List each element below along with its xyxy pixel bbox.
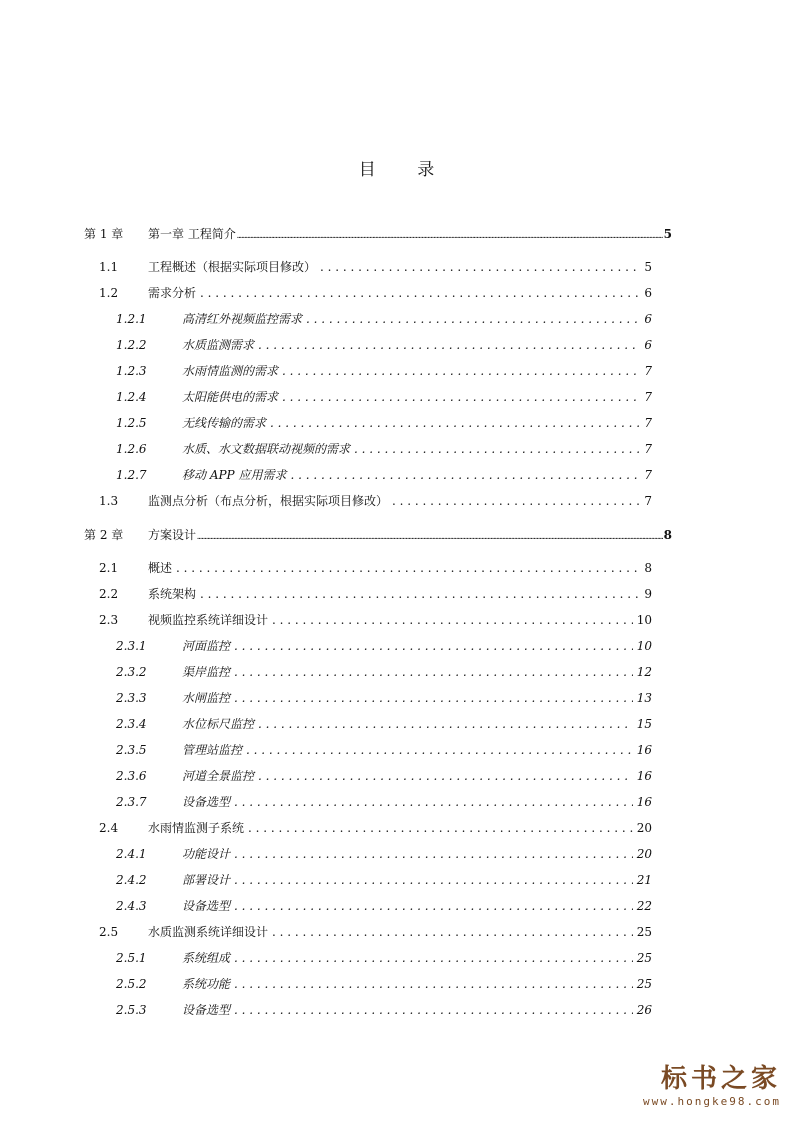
- toc-entry-row[interactable]: [116, 637, 652, 655]
- toc-entry-text: 水位标尺监控: [182, 717, 255, 731]
- watermark-logo: 标书之家: [660, 1064, 781, 1094]
- toc-page-number: 7: [644, 416, 652, 430]
- toc-entry-row[interactable]: [99, 492, 652, 510]
- toc-entry-text: 太阳能供电的需求: [182, 390, 279, 404]
- toc-entry-text: 河面监控: [182, 639, 231, 653]
- toc-number: 2.3.6: [116, 769, 147, 783]
- dot-leader: [258, 336, 640, 354]
- toc-entry-text: 移动 APP 应用需求: [182, 468, 287, 482]
- toc-entry-row[interactable]: [116, 1001, 652, 1019]
- toc-page-number: 26: [636, 1003, 652, 1017]
- toc-title: 目 录: [358, 160, 453, 180]
- toc-page-number: 13: [636, 691, 652, 705]
- toc-number: 第 1 章: [84, 227, 124, 241]
- dot-leader: [392, 492, 640, 510]
- dot-leader: [248, 819, 633, 837]
- toc-entry-text: 功能设计: [182, 847, 231, 861]
- dot-leader: [200, 585, 640, 603]
- toc-number: 1.2.2: [116, 338, 147, 352]
- toc-number: 第 2 章: [84, 528, 124, 542]
- toc-page-number: 12: [636, 665, 652, 679]
- toc-number: 1.1: [99, 260, 119, 274]
- dot-leader: [234, 637, 633, 655]
- toc-number: 2.3.5: [116, 743, 147, 757]
- toc-entry-text: 设备选型: [182, 899, 231, 913]
- dot-leader: [306, 310, 640, 328]
- toc-number: 2.3.4: [116, 717, 147, 731]
- toc-number: 1.2.4: [116, 390, 147, 404]
- toc-entry-text: 水质、水文数据联动视频的需求: [182, 442, 351, 456]
- toc-page-number: 5: [644, 260, 652, 274]
- watermark: [643, 1058, 781, 1108]
- dot-leader: [200, 284, 640, 302]
- toc-entry-row[interactable]: [99, 611, 652, 629]
- toc-entry-text: 监测点分析（布点分析，根据实际项目修改）: [148, 494, 389, 508]
- dot-leader: [234, 949, 633, 967]
- toc-entry-row[interactable]: [116, 741, 652, 759]
- toc-entry-text: 系统功能: [182, 977, 231, 991]
- toc-page-number: 7: [644, 442, 652, 456]
- toc-number: 1.2.1: [116, 312, 147, 326]
- dot-leader: [234, 897, 633, 915]
- toc-entry-text: 水雨情监测的需求: [182, 364, 279, 378]
- toc-number: 2.5.3: [116, 1003, 147, 1017]
- toc-number: 2.3: [99, 613, 119, 627]
- toc-page-number: 8: [663, 528, 672, 542]
- toc-number: 2.1: [99, 561, 119, 575]
- dot-leader: [258, 767, 633, 785]
- toc-entry-text: 设备选型: [182, 795, 231, 809]
- toc-entry-row[interactable]: [99, 819, 652, 837]
- toc-entry-row[interactable]: [116, 949, 652, 967]
- toc-entry-row[interactable]: [116, 871, 652, 889]
- toc-number: 1.3: [99, 494, 119, 508]
- toc-entry-text: 管理站监控: [182, 743, 243, 757]
- toc-chapter-row[interactable]: [84, 526, 672, 544]
- toc-number: 2.3.1: [116, 639, 147, 653]
- toc-entry-text: 系统架构: [148, 587, 197, 601]
- toc-page-number: 7: [644, 390, 652, 404]
- toc-entry-text: 水闸监控: [182, 691, 231, 705]
- toc-entry-text: 概述: [148, 561, 173, 575]
- toc-entry-text: 部署设计: [182, 873, 231, 887]
- toc-entry-row[interactable]: [116, 767, 652, 785]
- toc-page-number: 6: [644, 286, 652, 300]
- toc-number: 2.4.2: [116, 873, 147, 887]
- toc-entry-text: 无线传输的需求: [182, 416, 267, 430]
- toc-entry-row[interactable]: [116, 362, 652, 380]
- dot-leader: [246, 741, 633, 759]
- toc-number: 1.2.5: [116, 416, 147, 430]
- dot-leader: [270, 414, 640, 432]
- dot-leader: [234, 871, 633, 889]
- toc-entry-row[interactable]: [116, 310, 652, 328]
- toc-chapter-row[interactable]: [84, 225, 672, 243]
- dot-leader: [290, 466, 640, 484]
- toc-entry-text: 系统组成: [182, 951, 231, 965]
- dot-leader: [234, 975, 633, 993]
- toc-page-number: 7: [644, 494, 652, 508]
- toc-entry-row[interactable]: [99, 258, 652, 276]
- toc-page-number: 16: [636, 743, 652, 757]
- dot-leader: [234, 845, 633, 863]
- toc-entry-row[interactable]: [116, 440, 652, 458]
- toc-page-number: 20: [636, 847, 652, 861]
- toc-page-number: 10: [636, 613, 652, 627]
- toc-entry-text: 需求分析: [148, 286, 197, 300]
- dot-leader: [197, 529, 663, 547]
- dot-leader: [258, 715, 633, 733]
- toc-entry-row[interactable]: [116, 897, 652, 915]
- toc-number: 1.2.3: [116, 364, 147, 378]
- toc-page-number: 7: [644, 468, 652, 482]
- dot-leader: [234, 793, 633, 811]
- dot-leader: [282, 362, 640, 380]
- toc-entry-text: 工程概述（根据实际项目修改）: [148, 260, 317, 274]
- dot-leader: [272, 611, 633, 629]
- toc-number: 2.3.2: [116, 665, 147, 679]
- toc-page-number: 25: [636, 951, 652, 965]
- toc-page-number: 8: [644, 561, 652, 575]
- toc-entry-text: 方案设计: [148, 528, 197, 542]
- toc-page-number: 16: [636, 769, 652, 783]
- toc-number: 2.4.3: [116, 899, 147, 913]
- toc-number: 2.3.3: [116, 691, 147, 705]
- dot-leader: [234, 689, 633, 707]
- toc-number: 2.4.1: [116, 847, 147, 861]
- dot-leader: [272, 923, 633, 941]
- toc-entry-row[interactable]: [116, 689, 652, 707]
- toc-page-number: 9: [644, 587, 652, 601]
- toc-number: 2.5.1: [116, 951, 147, 965]
- toc-entry-text: 河道全景监控: [182, 769, 255, 783]
- toc-entry-row[interactable]: [99, 284, 652, 302]
- toc-entry-row[interactable]: [116, 336, 652, 354]
- toc-page-number: 25: [636, 977, 652, 991]
- toc-entry-row[interactable]: [116, 466, 652, 484]
- dot-leader: [237, 228, 663, 246]
- toc-entry-row[interactable]: [116, 845, 652, 863]
- toc-entry-text: 水雨情监测子系统: [148, 821, 245, 835]
- toc-entry-row[interactable]: [116, 793, 652, 811]
- toc-number: 1.2: [99, 286, 119, 300]
- toc-entry-text: 渠岸监控: [182, 665, 231, 679]
- toc-entry-row[interactable]: [116, 975, 652, 993]
- toc-entry-row[interactable]: [116, 388, 652, 406]
- watermark-url: www.hongke98.com: [643, 1095, 781, 1108]
- toc-entry-text: 视频监控系统详细设计: [148, 613, 269, 627]
- toc-entry-text: 第一章 工程简介: [148, 227, 236, 241]
- toc-number: 1.2.7: [116, 468, 147, 482]
- toc-page-number: 21: [636, 873, 652, 887]
- dot-leader: [176, 559, 640, 577]
- toc-page-number: 22: [636, 899, 652, 913]
- toc-page-number: 7: [644, 364, 652, 378]
- toc-page-number: 15: [636, 717, 652, 731]
- toc-entry-row[interactable]: [99, 923, 652, 941]
- toc-page-number: 6: [644, 338, 652, 352]
- dot-leader: [234, 1001, 633, 1019]
- toc-page-number: 25: [636, 925, 652, 939]
- toc-entry-row[interactable]: [116, 663, 652, 681]
- toc-entry-row[interactable]: [99, 585, 652, 603]
- toc-entry-text: 水质监测系统详细设计: [148, 925, 269, 939]
- toc-number: 2.2: [99, 587, 119, 601]
- toc-entry-row[interactable]: [116, 414, 652, 432]
- toc-entry-text: 水质监测需求: [182, 338, 255, 352]
- toc-entry-text: 设备选型: [182, 1003, 231, 1017]
- toc-page-number: 10: [636, 639, 652, 653]
- toc-number: 1.2.6: [116, 442, 147, 456]
- toc-page-number: 5: [663, 227, 672, 241]
- toc-page-number: 20: [636, 821, 652, 835]
- dot-leader: [234, 663, 633, 681]
- toc-number: 2.5.2: [116, 977, 147, 991]
- dot-leader: [354, 440, 640, 458]
- toc-entry-row[interactable]: [99, 559, 652, 577]
- toc-number: 2.3.7: [116, 795, 147, 809]
- dot-leader: [282, 388, 640, 406]
- toc-entry-text: 高清红外视频监控需求: [182, 312, 303, 326]
- dot-leader: [320, 258, 640, 276]
- toc-page-number: 16: [636, 795, 652, 809]
- toc-number: 2.4: [99, 821, 119, 835]
- toc-page-number: 6: [644, 312, 652, 326]
- toc-number: 2.5: [99, 925, 119, 939]
- toc-entry-row[interactable]: [116, 715, 652, 733]
